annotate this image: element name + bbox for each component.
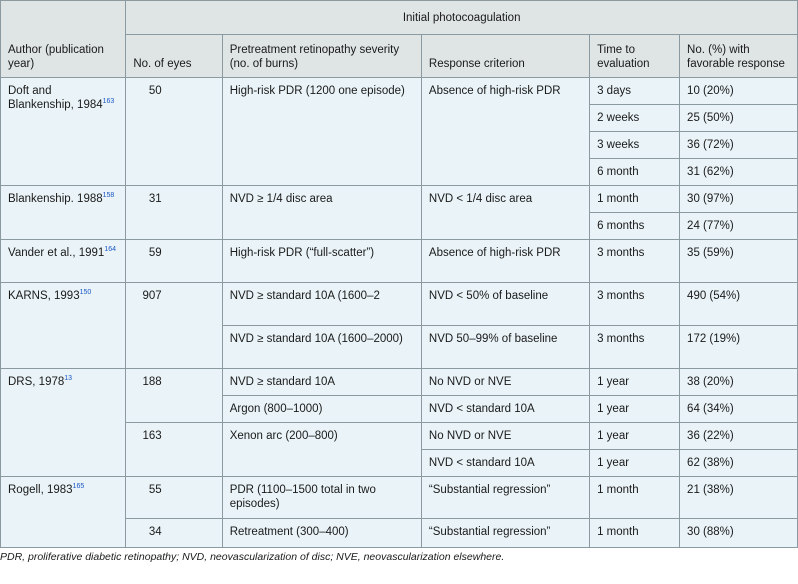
severity-cell: NVD ≥ 1/4 disc area xyxy=(222,186,421,240)
response-cell: 62 (38%) xyxy=(680,450,798,477)
response-cell: 64 (34%) xyxy=(680,396,798,423)
header-favorable: No. (%) with favorable response xyxy=(680,35,798,78)
author-cell: Vander et al., 1991$^{164}$ xyxy=(1,240,126,283)
criterion-cell: No NVD or NVE xyxy=(421,369,589,396)
author-cell: KARNS, 1993$^{150}$ xyxy=(1,283,126,369)
criterion-cell: NVD < standard 10A xyxy=(421,396,589,423)
table-row xyxy=(1,78,798,105)
response-cell: 21 (38%) xyxy=(680,477,798,519)
time-cell: 3 months xyxy=(590,240,680,283)
reference-link[interactable]: 163 xyxy=(102,98,115,106)
eyes-cell: 31 xyxy=(126,186,222,240)
time-cell: 2 weeks xyxy=(590,105,680,132)
table-row xyxy=(1,186,798,213)
criterion-cell: NVD 50–99% of baseline xyxy=(421,326,589,369)
header-initial-photocoagulation: Initial photocoagulation xyxy=(126,1,798,35)
author-cell: Rogell, 1983$^{165}$ xyxy=(1,477,126,548)
eyes-cell: 55 xyxy=(126,477,222,519)
time-cell: 3 months xyxy=(590,283,680,326)
response-cell: 36 (72%) xyxy=(680,132,798,159)
severity-cell: High-risk PDR (1200 one episode) xyxy=(222,78,421,186)
severity-cell: PDR (1100–1500 total in two episodes) xyxy=(222,477,421,519)
response-cell: 24 (77%) xyxy=(680,213,798,240)
response-cell: 30 (97%) xyxy=(680,186,798,213)
response-cell: 490 (54%) xyxy=(680,283,798,326)
criterion-cell: NVD < 50% of baseline xyxy=(421,283,589,326)
reference-link[interactable]: 164 xyxy=(104,246,117,254)
time-cell: 6 month xyxy=(590,159,680,186)
time-cell: 3 weeks xyxy=(590,132,680,159)
reference-link[interactable]: 13 xyxy=(64,375,73,383)
eyes-cell: 188 xyxy=(126,369,222,423)
table-row xyxy=(1,369,798,396)
reference-link[interactable]: 158 xyxy=(102,192,115,200)
criterion-cell: Absence of high-risk PDR xyxy=(421,78,589,186)
header-criterion: Response criterion xyxy=(421,35,589,78)
header-time: Time to evaluation xyxy=(590,35,680,78)
response-cell: 172 (19%) xyxy=(680,326,798,369)
response-cell: 35 (59%) xyxy=(680,240,798,283)
eyes-cell: 34 xyxy=(126,519,222,548)
criterion-cell: “Substantial regression” xyxy=(421,477,589,519)
response-cell: 30 (88%) xyxy=(680,519,798,548)
time-cell: 1 year xyxy=(590,396,680,423)
time-cell: 1 month xyxy=(590,477,680,519)
criterion-cell: Absence of high-risk PDR xyxy=(421,240,589,283)
time-cell: 3 days xyxy=(590,78,680,105)
response-cell: 38 (20%) xyxy=(680,369,798,396)
criterion-cell: No NVD or NVE xyxy=(421,423,589,450)
severity-cell: Retreatment (300–400) xyxy=(222,519,421,548)
time-cell: 3 months xyxy=(590,326,680,369)
criterion-cell: NVD < standard 10A xyxy=(421,450,589,477)
time-cell: 6 months xyxy=(590,213,680,240)
table-row xyxy=(1,283,798,326)
header-author: Author (publication year) xyxy=(1,1,126,78)
severity-cell: Xenon arc (200–800) xyxy=(222,423,421,477)
response-cell: 31 (62%) xyxy=(680,159,798,186)
author-cell: DRS, 1978$^{13}$ xyxy=(1,369,126,477)
time-cell: 1 year xyxy=(590,423,680,450)
header-eyes: No. of eyes xyxy=(126,35,222,78)
table-footnote: PDR, proliferative diabetic retinopathy; NVD, neovascularization of disc; NVE, neovascularization elsewhere. xyxy=(0,551,505,563)
time-cell: 1 month xyxy=(590,186,680,213)
author-cell: Blankenship. 1988$^{158}$ xyxy=(1,186,126,240)
severity-cell: NVD ≥ standard 10A xyxy=(222,369,421,396)
criterion-cell: “Substantial regression” xyxy=(421,519,589,548)
time-cell: 1 year xyxy=(590,369,680,396)
time-cell: 1 month xyxy=(590,519,680,548)
table-row xyxy=(1,477,798,519)
response-cell: 25 (50%) xyxy=(680,105,798,132)
severity-cell: High-risk PDR (“full-scatter”) xyxy=(222,240,421,283)
severity-cell: NVD ≥ standard 10A (1600–2000) xyxy=(222,326,421,369)
eyes-cell: 163 xyxy=(126,423,222,477)
severity-cell: NVD ≥ standard 10A (1600–2 xyxy=(222,283,421,326)
reference-link[interactable]: 165 xyxy=(72,483,85,491)
response-cell: 36 (22%) xyxy=(680,423,798,450)
time-cell: 1 year xyxy=(590,450,680,477)
reference-link[interactable]: 150 xyxy=(79,289,92,297)
author-cell: Doft and Blankenship, 1984$^{163}$ xyxy=(1,78,126,186)
criterion-cell: NVD < 1/4 disc area xyxy=(421,186,589,240)
eyes-cell: 59 xyxy=(126,240,222,283)
severity-cell: Argon (800–1000) xyxy=(222,396,421,423)
eyes-cell: 50 xyxy=(126,78,222,186)
response-cell: 10 (20%) xyxy=(680,78,798,105)
table-row xyxy=(1,240,798,283)
eyes-cell: 907 xyxy=(126,283,222,369)
header-severity: Pretreatment retinopathy severity (no. of burns) xyxy=(222,35,421,78)
